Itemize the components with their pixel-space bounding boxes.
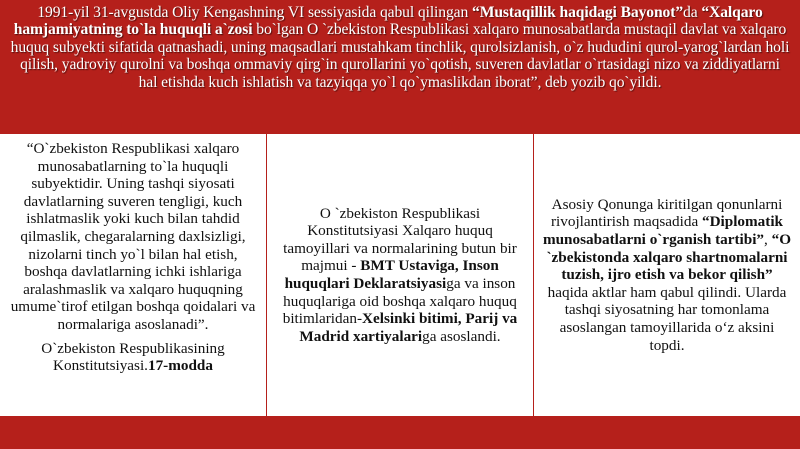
col2-bold-bmt: BMT Ustaviga, Inson huquqlari Deklaratsiyasi	[284, 257, 499, 292]
quote-source	[8, 340, 258, 375]
diplomatic-acts-text	[542, 196, 792, 354]
quote-text: “O`zbekiston Respublikasi xalqaro munosabatlarning to`la huquqli subyektidir. Uning tashqi siyosati davlatlarning suveren tengligi, kuch ishlatmaslik yoki kuch bilan tahdid qilmaslik, chegaralarning daxlsizligi, nizolarni tinch yo`l bilan hal etish, boshqa davlatlarning ichki ishlariga aralashmaslik va xalqaro huquqning umume`tirof etilgan boshqa qoidalari va normalariga asoslanadi”.	[10, 140, 256, 333]
header-bold-bayonot: “Mustaqillik haqidagi Bayonot”	[472, 4, 684, 21]
col2-text: ga asoslandi.	[422, 327, 501, 345]
col2-bold-xelsinki: Xelsinki bitimi, Parij va Madrid xartiyalari	[299, 310, 518, 345]
col3-bold-diplomatik: “Diplomatik munosabatlarni o`rganish tartibi”	[542, 213, 783, 249]
header-text: bo`lgan O `zbekiston Respublikasi xalqaro munosabatlarda mustaqil davlat va xalqaro huquq subyekti sifatida qatnashadi, uning maqsadlari mustahkam tinchlik, qurolsizlanish, o`z hududini qurol-yarog`lardan holi qilish, yadroviy qurolni va boshqa ommaviy qirg`in qurollarini yo`qotish, suveren davlatlar o`rtasidagi nizo va ziddiyatlarni hal etishda kuch ishlatish va tazyiqqa yo`l qo`ymaslikdan iborat”, deb yozib qo`yildi.	[10, 21, 790, 91]
col3-text: ,	[764, 231, 772, 249]
column-international-law	[267, 134, 534, 416]
header-paragraph	[10, 4, 790, 132]
column-constitution-quote	[0, 134, 267, 416]
col3-text: Asosiy Qonunga kiritilgan qonunlarni rivojlantirish maqsadida	[550, 195, 783, 231]
col3-text: haqida aktlar ham qabul qilindi. Ularda tashqi siyosatning har tomonlama asoslangan tamoyillarida o‘z aksini topdi.	[547, 283, 787, 354]
source-article: 17-modda	[147, 357, 213, 375]
international-law-text	[275, 205, 525, 346]
header-text: 1991-yil 31-avgustda Oliy Kengashning VI sessiyasida qabul qilingan	[37, 4, 472, 21]
col2-text: O `zbekiston Respublikasi Konstitutsiyasi Xalqaro huquq tamoyillari va normalarining butun bir majmui -	[283, 204, 517, 275]
col3-bold-shartnoma: “O `zbekistonda xalqaro shartnomalarni tuzish, ijro etish va bekor qilish”	[546, 231, 792, 284]
source-text: O`zbekiston Respublikasining Konstitutsiyasi.	[41, 339, 225, 375]
col2-text: ga va inson huquqlariga oid boshqa xalqaro huquq bitimlaridan-	[282, 275, 517, 328]
header-bold-hamjamiyat: “Xalqaro hamjamiyatning to`la huquqli a`zosi	[13, 4, 763, 39]
footer-band	[0, 416, 800, 449]
column-diplomatic-acts	[534, 134, 800, 416]
content-table	[0, 134, 800, 416]
header-text: da	[683, 4, 702, 21]
